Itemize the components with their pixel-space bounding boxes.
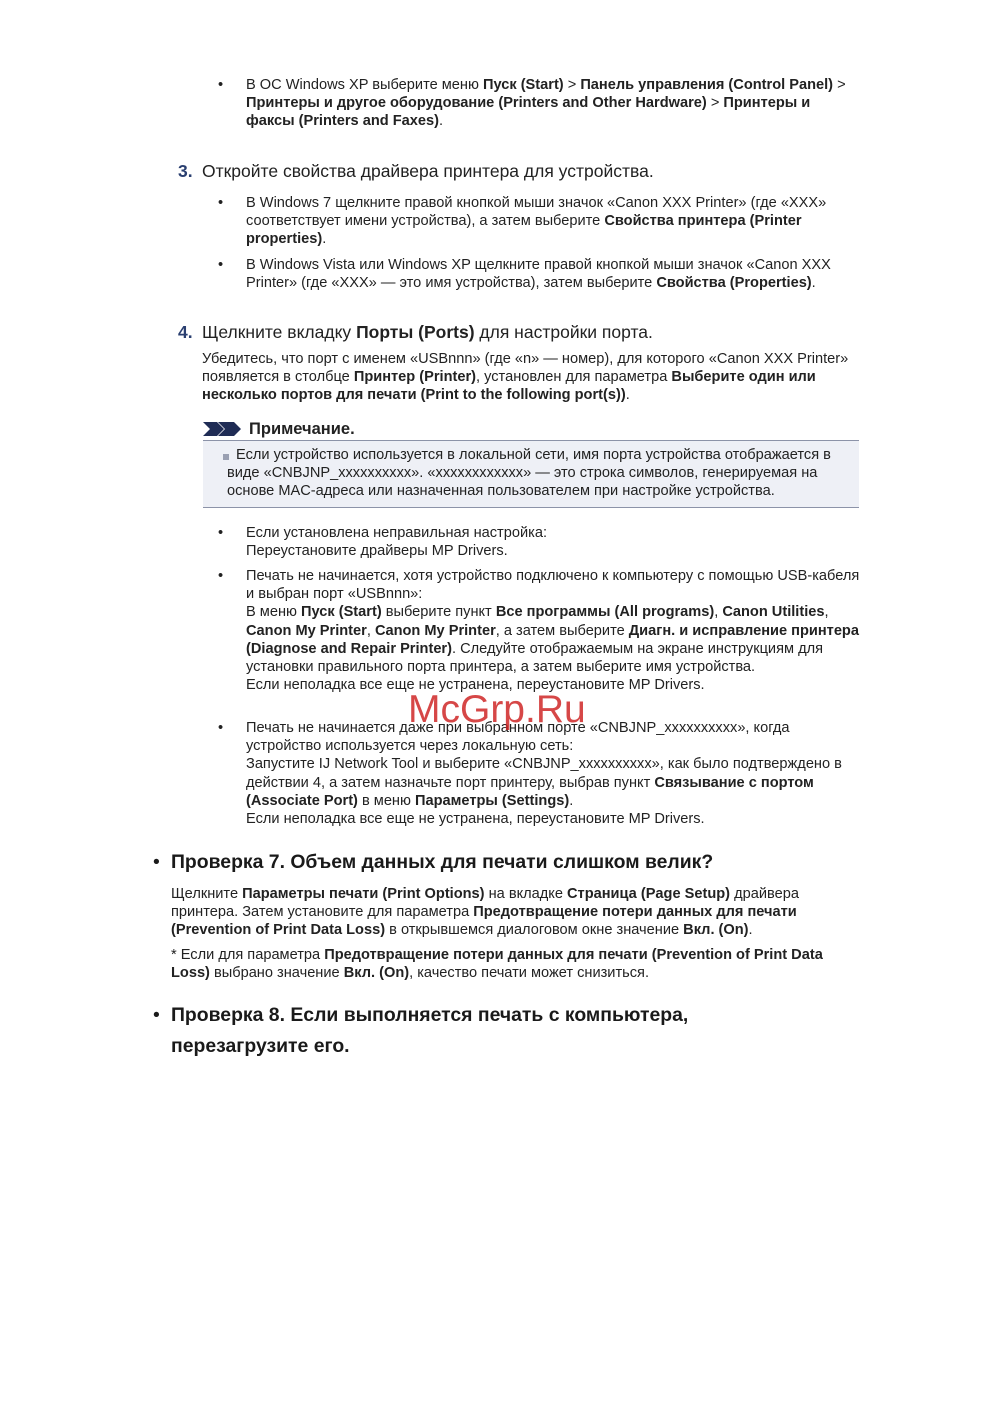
double-chevron-icon bbox=[203, 422, 243, 436]
step-3-bullet-vista-xp: • В Windows Vista или Windows XP щелкните правой кнопкой мыши значок «Canon XXX Printer» (где «XXX» — это имя устройства), затем выберите Свойства (Properties). bbox=[232, 256, 860, 292]
note-heading bbox=[203, 418, 859, 440]
step-title: Откройте свойства драйвера принтера для устройства. bbox=[202, 161, 654, 181]
issue-network-port: • Печать не начинается даже при выбранном порте «CNBJNP_xxxxxxxxxx», когда устройство используется через локальную сеть: Запустите IJ Network Tool и выберите «CNBJNP_xxxxxxxxxx», как было подтверждено в действии 4, а затем назначьте порт принтеру, выбрав пункт Связывание с портом (Associate Port) в меню Параметры (Settings). Если неполадка все еще не устранена, переустановите MP Drivers. bbox=[232, 719, 860, 828]
note-text: Если устройство используется в локальной сети, имя порта устройства отображается в виде «CNBJNP_xxxxxxxxxx». «xxxxxxxxxxxx» — это строка символов, генерируемая на основе MAC-адреса или назначенная пользователем при настройке устройства. bbox=[227, 447, 831, 500]
issue-wrong-setting: • Если установлена неправильная настройка: Переустановите драйверы MP Drivers. bbox=[232, 524, 860, 560]
check-8-heading: • Проверка 8. Если выполняется печать с компьютера, перезагрузите его. bbox=[153, 1004, 689, 1057]
watermark: McGrp.Ru bbox=[408, 688, 586, 731]
step-3-heading bbox=[178, 160, 878, 182]
step-4-paragraph: Убедитесь, что порт с именем «USBnnn» (где «n» — номер), для которого «Canon XXX Printer» появляется в столбце Принтер (Printer), установлен для параметра Выберите один или несколько портов для печати (Print to the following port(s)). bbox=[202, 351, 849, 404]
step-number: 3. bbox=[178, 161, 193, 181]
step-number: 4. bbox=[178, 322, 193, 342]
check-7-heading: • Проверка 7. Объем данных для печати слишком велик? bbox=[153, 851, 714, 873]
note-box bbox=[203, 440, 859, 508]
winxp-instruction: • В ОС Windows XP выберите меню Пуск (Start) > Панель управления (Control Panel) > Принтеры и другое оборудование (Printers and Other Hardware) > Принтеры и факсы (Printers and Faxes). bbox=[232, 76, 860, 131]
issue-usb-port: • Печать не начинается, хотя устройство подключено к компьютеру с помощью USB-кабеля и выбран порт «USBnnn»: В меню Пуск (Start) выберите пункт Все программы (All programs), Canon Utilities, Canon My Printer, Canon My Printer, а затем выберите Диагн. и исправление принтера (Diagnose and Repair Printer). Следуйте отображаемым на экране инструкциям для установки правильного порта принтера, а затем выберите имя устройства. Если неполадка все еще не устранена, переустановите MP Drivers. bbox=[232, 567, 860, 694]
step-4-heading: 4. Щелкните вкладку Порты (Ports) для настройки порта. bbox=[178, 322, 653, 342]
note-title: Примечание. bbox=[249, 420, 355, 438]
step-3-bullet-win7: • В Windows 7 щелкните правой кнопкой мыши значок «Canon XXX Printer» (где «XXX» соответствует имени устройства), а затем выберите Свойства принтера (Printer properties). bbox=[232, 194, 860, 249]
check-7-note: * Если для параметра Предотвращение потери данных для печати (Prevention of Print Data Loss) выбрано значение Вкл. (On), качество печати может снизиться. bbox=[171, 947, 823, 982]
check-7-paragraph: Щелкните Параметры печати (Print Options) на вкладке Страница (Page Setup) драйвера принтера. Затем установите для параметра Предотвращение потери данных для печати (Prevention of Print Data Loss) в открывшемся диалоговом окне значение Вкл. (On). bbox=[171, 886, 799, 939]
